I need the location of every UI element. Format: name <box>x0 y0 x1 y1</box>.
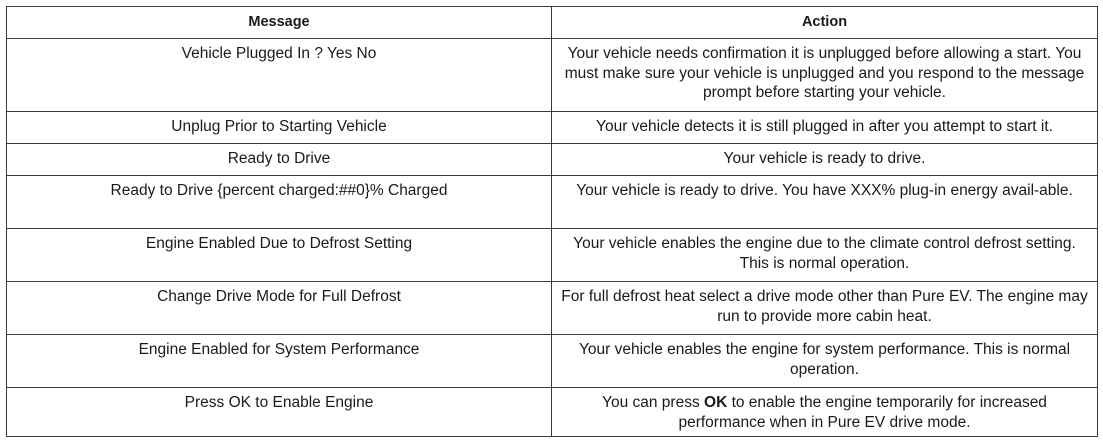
table-row <box>7 282 1098 335</box>
message-cell: Change Drive Mode for Full Defrost <box>7 282 552 335</box>
action-cell <box>552 388 1098 437</box>
action-cell: For full defrost heat select a drive mode other than Pure EV. The engine may run to provide more cabin heat. <box>552 282 1098 335</box>
table-header-row <box>7 7 1098 39</box>
message-cell: Press OK to Enable Engine <box>7 388 552 437</box>
message-cell: Vehicle Plugged In ? Yes No <box>7 39 552 112</box>
message-action-table <box>6 6 1098 437</box>
table-row <box>7 176 1098 229</box>
message-cell: Ready to Drive {percent charged:##0}% Charged <box>7 176 552 229</box>
message-cell: Ready to Drive <box>7 144 552 176</box>
action-cell: Your vehicle is ready to drive. <box>552 144 1098 176</box>
action-cell: Your vehicle enables the engine due to the climate control defrost setting. This is normal operation. <box>552 229 1098 282</box>
message-cell: Engine Enabled Due to Defrost Setting <box>7 229 552 282</box>
table-row <box>7 388 1098 437</box>
message-cell: Unplug Prior to Starting Vehicle <box>7 112 552 144</box>
action-cell: Your vehicle is ready to drive. You have XXX% plug-in energy avail-able. <box>552 176 1098 229</box>
message-cell: Engine Enabled for System Performance <box>7 335 552 388</box>
message-column-header: Message <box>7 7 552 39</box>
table-row <box>7 335 1098 388</box>
action-text-prefix: You can press <box>602 394 705 411</box>
table-row <box>7 112 1098 144</box>
table-row <box>7 39 1098 112</box>
action-text-suffix: to enable the engine temporarily for increased performance when in Pure EV drive mode. <box>678 394 1047 431</box>
action-cell: Your vehicle detects it is still plugged in after you attempt to start it. <box>552 112 1098 144</box>
table-row <box>7 229 1098 282</box>
action-cell: Your vehicle needs confirmation it is unplugged before allowing a start. You must make sure your vehicle is unplugged and you respond to the message prompt before starting your vehicle. <box>552 39 1098 112</box>
action-column-header: Action <box>552 7 1098 39</box>
action-cell: Your vehicle enables the engine for system performance. This is normal operation. <box>552 335 1098 388</box>
table-row <box>7 144 1098 176</box>
message-table-container <box>6 6 1097 437</box>
ok-keyword: OK <box>704 394 728 411</box>
